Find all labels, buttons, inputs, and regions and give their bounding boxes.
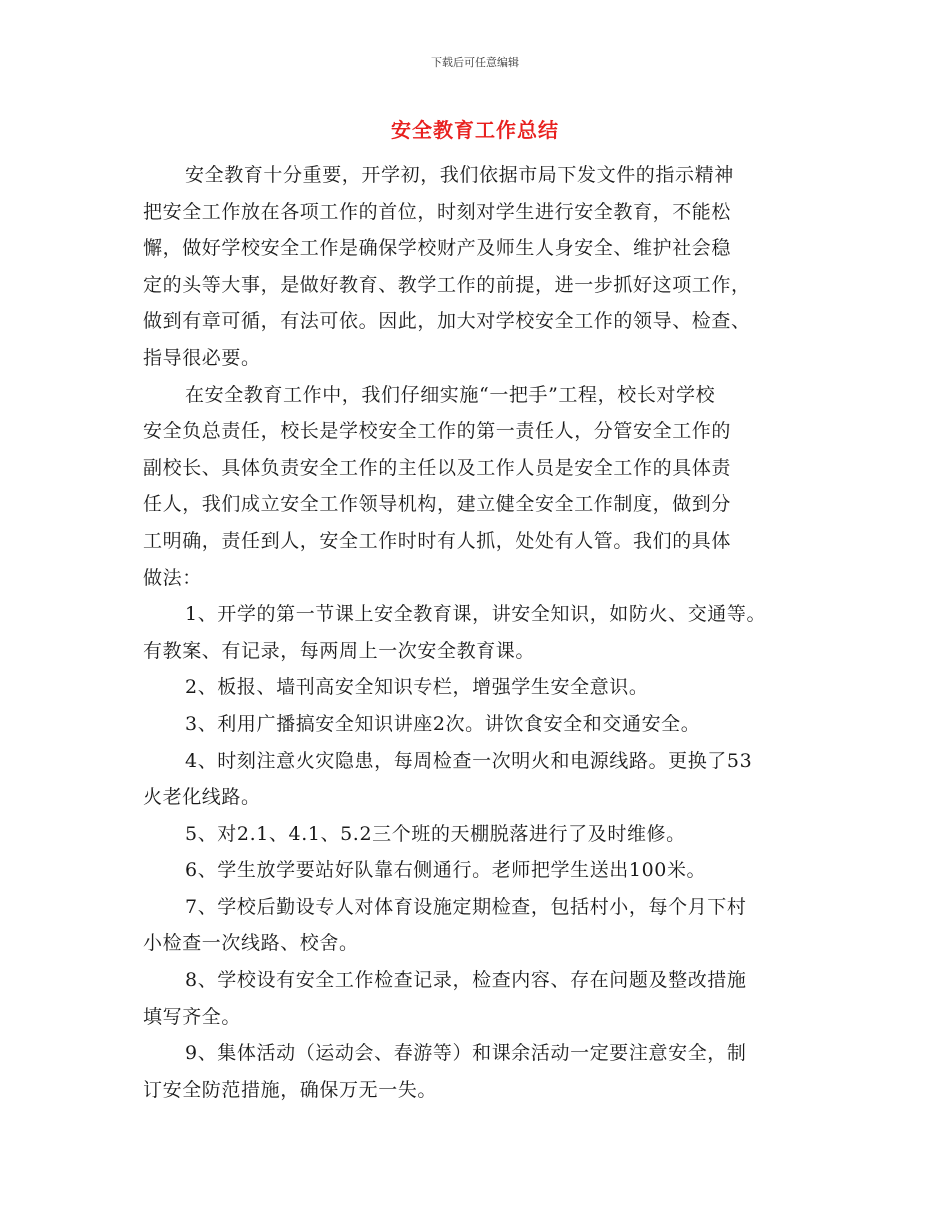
text-line: 订安全防范措施，确保万无一失。 [143, 1078, 438, 1101]
text-line: 9、集体活动（运动会、春游等）和课余活动一定要注意安全，制 [185, 1042, 747, 1065]
text-line: 指导很必要。 [143, 346, 261, 369]
header-note: 下载后可任意编辑 [431, 56, 519, 69]
text-line: 副校长、具体负责安全工作的主任以及工作人员是安全工作的具体责 [143, 456, 732, 479]
text-line: 6、学生放学要站好队靠右侧通行。老师把学生送出100米。 [185, 859, 707, 882]
text-line: 任人，我们成立安全工作领导机构，建立健全安全工作制度，做到分 [143, 493, 732, 516]
document-title: 安全教育工作总结 [391, 118, 559, 142]
text-line: 5、对2.1、4.1、5.2三个班的天棚脱落进行了及时维修。 [185, 822, 686, 845]
text-line: 1、开学的第一节课上安全教育课，讲安全知识，如防火、交通等。 [185, 603, 767, 626]
text-line: 3、利用广播搞安全知识讲座2次。讲饮食安全和交通安全。 [185, 712, 701, 735]
text-line: 定的头等大事，是做好教育、教学工作的前提，进一步抓好这项工作， [143, 273, 751, 296]
text-line: 小检查一次线路、校舍。 [143, 932, 359, 955]
text-line: 填写齐全。 [143, 1005, 242, 1028]
text-line: 安全负总责任，校长是学校安全工作的第一责任人，分管安全工作的 [143, 420, 732, 443]
text-line: 安全教育十分重要，开学初，我们依据市局下发文件的指示精神 [185, 164, 734, 186]
text-line: 工明确，责任到人，安全工作时时有人抓，处处有人管。我们的具体 [143, 529, 732, 552]
text-line: 4、时刻注意火灾隐患，每周检查一次明火和电源线路。更换了53 [185, 749, 753, 772]
document-body [143, 157, 823, 1108]
text-line: 有教案、有记录，每两周上一次安全教育课。 [143, 639, 536, 662]
text-line: 在安全教育工作中，我们仔细实施“一把手”工程，校长对学校 [185, 383, 716, 406]
text-line: 7、学校后勤设专人对体育设施定期检查，包括村小，每个月下村 [185, 895, 747, 918]
text-line: 8、学校设有安全工作检查记录，检查内容、存在问题及整改措施 [185, 969, 747, 992]
text-line: 懈，做好学校安全工作是确保学校财产及师生人身安全、维护社会稳 [143, 237, 732, 260]
text-line: 把安全工作放在各项工作的首位，时刻对学生进行安全教育，不能松 [143, 200, 732, 223]
text-line: 做法： [143, 566, 202, 589]
text-line: 做到有章可循，有法可依。因此，加大对学校安全工作的领导、检查、 [143, 310, 751, 333]
text-line: 火老化线路。 [143, 786, 261, 809]
text-line: 2、板报、墙刊高安全知识专栏，增强学生安全意识。 [185, 676, 649, 699]
